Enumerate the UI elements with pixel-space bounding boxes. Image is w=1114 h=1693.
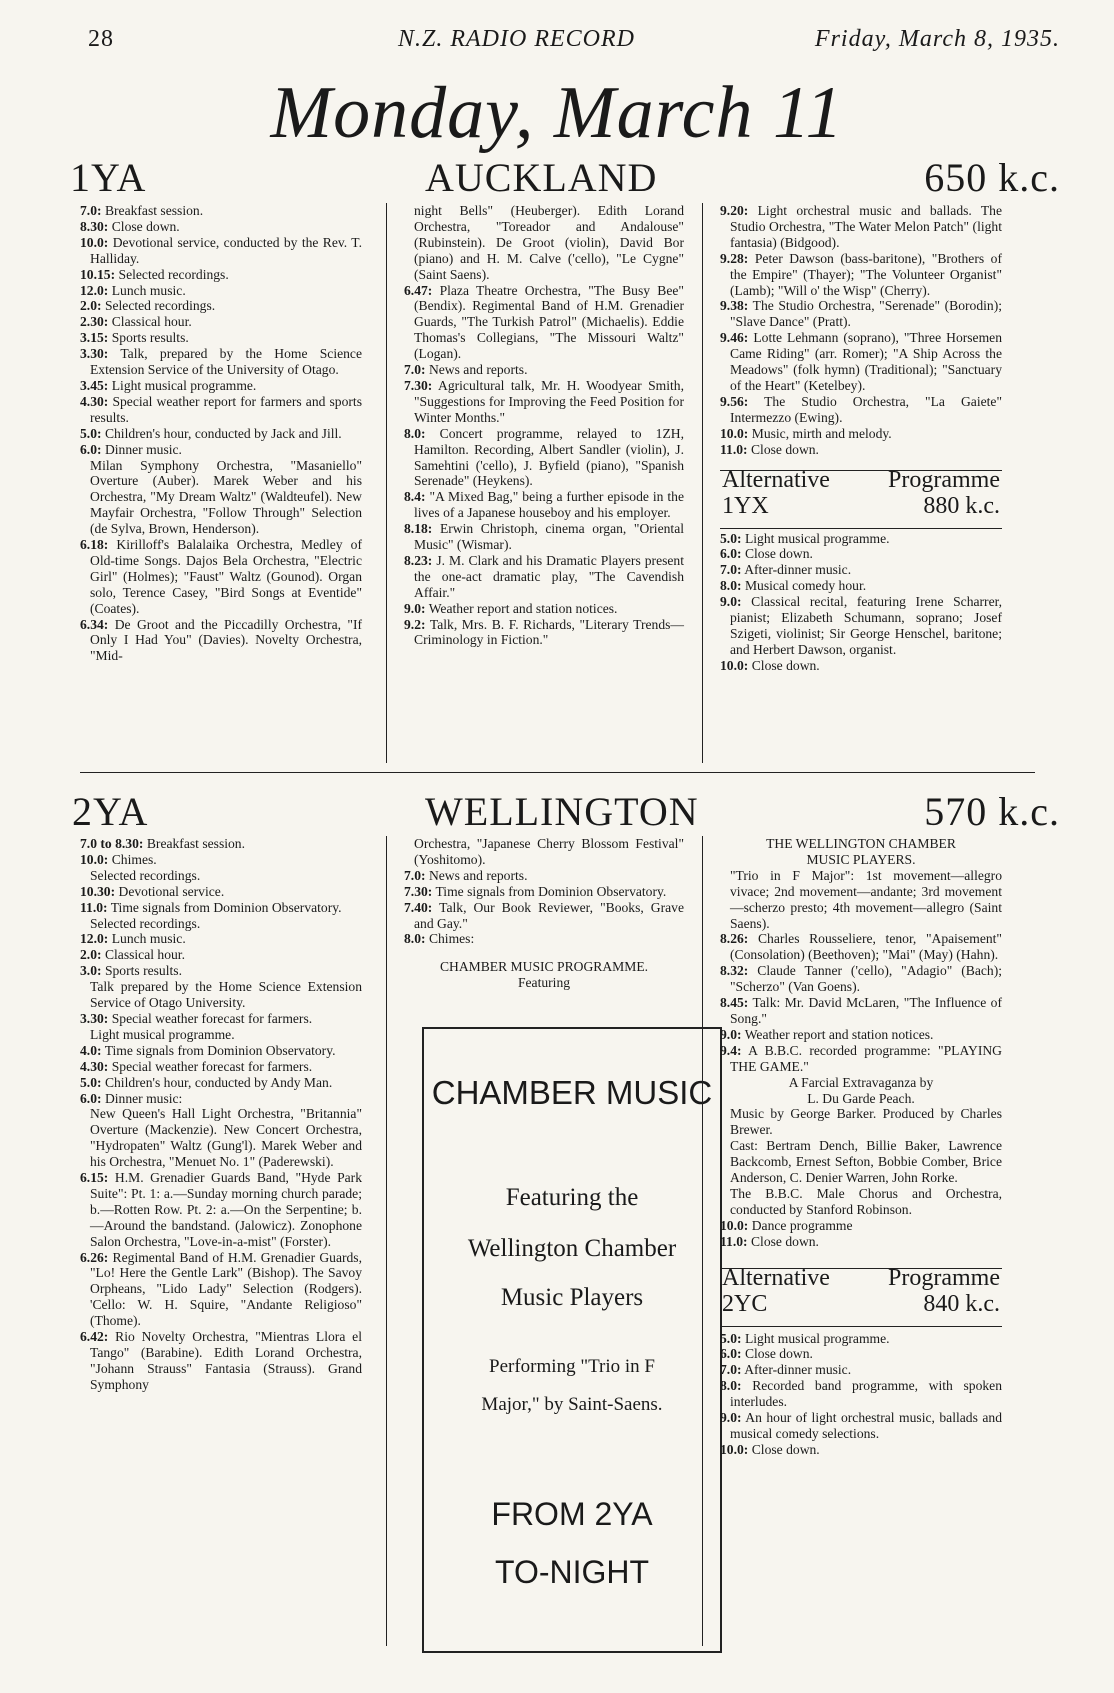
schedule-item — [720, 1218, 1002, 1234]
station-2ya-heading — [70, 790, 1060, 834]
schedule-text: Classical hour. — [111, 314, 192, 330]
ad-wellington-chamber: Wellington Chamber — [467, 1235, 677, 1262]
issue-date: Friday, March 8, 1935. — [814, 26, 1060, 52]
schedule-time: 10.0: — [720, 1441, 749, 1457]
s2-column-2 — [404, 836, 684, 991]
s2-c3-list — [720, 868, 1002, 1075]
schedule-item — [720, 251, 1002, 299]
schedule-time: 12.0: — [80, 282, 109, 298]
schedule-item — [720, 330, 1002, 394]
schedule-time: 6.0: — [720, 546, 742, 562]
schedule-time: 8.26: — [720, 931, 749, 947]
schedule-text: Recorded band programme, with spoken interludes. — [730, 1378, 1003, 1410]
schedule-item — [80, 1250, 362, 1330]
schedule-item — [80, 852, 362, 868]
schedule-text: After-dinner music. — [744, 562, 852, 578]
schedule-text: Peter Dawson (bass-baritone), "Brothers of the Empire" (Thayer); "The Volunteer Organist" (Lamb); "Will o' the Wisp" (Cherry). — [730, 250, 1002, 298]
ad-music-players: Music Players — [500, 1284, 644, 1311]
schedule-text: Classical hour. — [104, 947, 185, 963]
schedule-time: 10.0: — [720, 657, 749, 673]
schedule-item — [720, 298, 1002, 330]
schedule-text: H.M. Grenadier Guards Band, "Hyde Park Suite": Pt. 1: a.—Sunday morning church parade; b.—Rotten Row. Pt. 2: a.—On the Serpentine; b.—Around the bandstand. (Jalowicz). Zonophone Salon Orchestra, "Love-in-a-mist" (Forster). — [90, 1170, 362, 1249]
schedule-text: De Groot and the Piccadilly Orchestra, "If Only I Had You" (Davies). Novelty Orchestra, "Mid- — [90, 616, 362, 664]
schedule-text: Breakfast session. — [146, 836, 246, 851]
station-city: WELLINGTON — [425, 789, 699, 834]
schedule-item — [404, 203, 684, 283]
ad-from-2ya: FROM 2YA — [491, 1496, 653, 1532]
schedule-item — [720, 1138, 1002, 1186]
schedule-time: 3.30: — [80, 1010, 109, 1026]
schedule-time: 7.0: — [404, 362, 426, 378]
schedule-item — [720, 931, 1002, 963]
schedule-item — [80, 314, 362, 330]
schedule-item — [720, 562, 1002, 578]
station-1ya-heading — [70, 156, 1060, 200]
schedule-time: 9.0: — [720, 1026, 742, 1042]
schedule-text: Lotte Lehmann (soprano), "Three Horsemen Came Riding" (arr. Romer); "A Ship Across the Meadows" (folk hymn) (Traditional); "Sanctuary of the Heart" (Ketelbey). — [730, 330, 1002, 393]
music-players-heading: MUSIC PLAYERS. — [806, 851, 916, 867]
schedule-item — [80, 868, 362, 884]
publication-name: N.Z. RADIO RECORD — [398, 26, 635, 52]
schedule-item — [720, 1106, 1002, 1138]
alt-frequency: 840 k.c. — [923, 1290, 1000, 1317]
schedule-item — [720, 546, 1002, 562]
alt-label-2: Programme — [888, 1264, 1000, 1291]
schedule-item — [720, 594, 1002, 658]
schedule-text: Close down. — [750, 1233, 819, 1249]
author-credit: L. Du Garde Peach. — [807, 1090, 915, 1106]
schedule-item — [80, 346, 362, 378]
schedule-text: Close down. — [751, 1441, 820, 1457]
schedule-item — [404, 617, 684, 649]
schedule-text: An hour of light orchestral music, ballads and musical comedy selections. — [730, 1410, 1002, 1441]
alt-underline — [720, 528, 1002, 529]
schedule-text: Light musical programme. — [90, 1026, 235, 1042]
schedule-text: Dinner music. — [104, 441, 182, 457]
schedule-item — [80, 836, 362, 852]
schedule-text: Chimes: — [428, 931, 475, 947]
schedule-text: News and reports. — [428, 362, 528, 378]
schedule-text: Talk: Mr. David McLaren, "The Influence of Song." — [730, 995, 1003, 1026]
schedule-time: 7.30: — [404, 883, 433, 899]
schedule-item — [720, 578, 1002, 594]
schedule-text: Children's hour, conducted by Jack and Jill. — [104, 425, 342, 441]
schedule-text: Time signals from Dominion Observatory. — [110, 899, 342, 915]
schedule-item — [80, 1091, 362, 1107]
schedule-item — [80, 394, 362, 426]
schedule-text: Charles Rousseliere, tenor, "Apaisement" (Consolation) (Beethoven); "Mai" (May) (Hahn). — [730, 931, 1002, 963]
schedule-item — [80, 442, 362, 458]
schedule-item — [80, 979, 362, 1011]
schedule-time: 6.0: — [80, 1090, 102, 1106]
schedule-time: 8.18: — [404, 521, 433, 537]
schedule-text: Orchestra, "Japanese Cherry Blossom Festival" (Yoshitomo). — [414, 836, 684, 867]
chamber-programme-label: CHAMBER MUSIC PROGRAMME. — [439, 959, 649, 975]
schedule-item — [720, 963, 1002, 995]
schedule-time: 3.45: — [80, 377, 109, 393]
schedule-text: Talk prepared by the Home Science Extension Service of Otago University. — [90, 979, 362, 1011]
schedule-item — [720, 203, 1002, 251]
station-city: AUCKLAND — [425, 155, 658, 200]
schedule-text: Talk, Mrs. B. F. Richards, "Literary Trends—Criminology in Fiction." — [414, 616, 684, 648]
schedule-item — [720, 394, 1002, 426]
schedule-text: Claude Tanner ('cello), "Adagio" (Bach); "Scherzo" (Van Goens). — [730, 963, 1002, 995]
schedule-text: Chimes. — [111, 851, 157, 867]
schedule-time: 6.42: — [80, 1329, 109, 1345]
schedule-text: "A Mixed Bag," being a further episode in the lives of a Japanese houseboy and his employer. — [414, 489, 684, 521]
schedule-time: 4.0: — [80, 1042, 102, 1058]
schedule-item — [80, 458, 362, 538]
station-frequency: 650 k.c. — [924, 155, 1060, 200]
page-number: 28 — [88, 26, 114, 52]
featuring-label: Featuring — [517, 975, 571, 991]
schedule-text: The Studio Orchestra, "La Gaiete" Intermezzo (Ewing). — [730, 393, 1002, 425]
schedule-item — [80, 1059, 362, 1075]
schedule-item — [404, 378, 684, 426]
schedule-time: 11.0: — [80, 899, 108, 915]
schedule-time: 9.2: — [404, 616, 426, 632]
schedule-text: Weather report and station notices. — [744, 1026, 934, 1042]
schedule-text: Special weather report for farmers and sports results. — [90, 393, 362, 425]
s1-column-3 — [720, 203, 1002, 674]
schedule-text: Selected recordings. — [118, 266, 229, 282]
column-divider — [386, 836, 387, 1646]
s1-column-2 — [404, 203, 684, 648]
schedule-text: Milan Symphony Orchestra, "Masaniello" Overture (Auber). Marek Weber and his Orchestra, "My Dream Waltz" (Waldteufel). New Mayfair Orchestra, "Follow Through" Selection (de Sylva, Brown, Henderson). — [90, 457, 362, 537]
schedule-time: 4.30: — [80, 393, 109, 409]
schedule-item — [404, 868, 684, 884]
schedule-text: Devotional service, conducted by the Rev. T. Halliday. — [90, 234, 362, 266]
schedule-item — [404, 489, 684, 521]
schedule-item — [404, 601, 684, 617]
schedule-text: Dinner music: — [104, 1090, 183, 1106]
schedule-text: Dance programme — [751, 1217, 853, 1233]
schedule-time: 9.0: — [720, 1410, 742, 1426]
schedule-item — [720, 531, 1002, 547]
schedule-item — [720, 1027, 1002, 1043]
schedule-item — [80, 900, 362, 916]
schedule-text: "Trio in F Major": 1st movement—allegro vivace; 2nd movement—andante; 3rd movement—scherzo presto; 4th movement—allegro (Saint Saens). — [730, 867, 1002, 931]
schedule-item — [720, 1362, 1002, 1378]
schedule-time: 2.0: — [80, 947, 102, 963]
schedule-item — [80, 1043, 362, 1059]
schedule-text: Light orchestral music and ballads. The Studio Orchestra, "The Water Melon Patch" (light fantasia) (Bidgood). — [730, 203, 1002, 250]
schedule-time: 10.0: — [80, 851, 109, 867]
schedule-item — [720, 995, 1002, 1027]
schedule-time: 4.30: — [80, 1058, 109, 1074]
schedule-text: Light musical programme. — [744, 1330, 890, 1346]
schedule-item — [80, 235, 362, 267]
schedule-time: 9.20: — [720, 203, 749, 218]
schedule-item — [404, 836, 684, 868]
schedule-item — [80, 884, 362, 900]
schedule-text: night Bells" (Heuberger). Edith Lorand Orchestra, "Toreador and Andalouse" (Rubinstein). De Groot (violin), David Bor (piano) and H. M. Calve ('cello), "Le Cygne" (Saint Saens). — [414, 203, 684, 282]
schedule-item — [80, 1011, 362, 1027]
schedule-time: 8.32: — [720, 963, 749, 979]
schedule-time: 5.0: — [80, 1074, 102, 1090]
s1-c3-list — [720, 203, 1002, 458]
schedule-item — [720, 426, 1002, 442]
schedule-item — [720, 868, 1002, 932]
schedule-time: 8.30: — [80, 218, 109, 234]
schedule-item — [404, 426, 684, 490]
alt-programme-1yx-heading — [720, 466, 1002, 529]
schedule-text: Time signals from Dominion Observatory. — [435, 883, 667, 899]
schedule-item — [404, 362, 684, 378]
schedule-text: Close down. — [744, 546, 813, 562]
schedule-text: Rio Novelty Orchestra, "Mientras Llora el Tango" (Barabine). Edith Lorand Orchestra, "Johann Strauss" Fantasia (Strauss). Grand Symphony — [90, 1329, 362, 1392]
schedule-time: 9.0: — [404, 600, 426, 616]
schedule-text: Plaza Theatre Orchestra, "The Busy Bee" (Bendix). Regimental Band of H.M. Grenadier Guards, "The Turkish Patrol" (Michaelis). Eddie Thomas's Collegians, "The Missouri Waltz" (Logan). — [414, 282, 684, 362]
schedule-item — [80, 219, 362, 235]
schedule-time: 6.34: — [80, 616, 109, 632]
schedule-text: Cast: Bertram Dench, Billie Baker, Lawrence Backcomb, Ernest Sefton, Bobbie Comber, Brice Anderson, C. Denier Warren, John Rorke. — [730, 1138, 1002, 1186]
station-frequency: 570 k.c. — [924, 789, 1060, 834]
schedule-text: Erwin Christoph, cinema organ, "Oriental Music" (Wismar). — [414, 521, 685, 553]
schedule-text: Close down. — [750, 441, 819, 457]
schedule-time: 7.0: — [404, 867, 426, 883]
alt-label: Alternative — [722, 1264, 830, 1291]
station-call: 2YA — [72, 789, 149, 834]
schedule-time: 8.4: — [404, 489, 426, 505]
schedule-time: 5.0: — [720, 1330, 742, 1346]
schedule-item — [80, 947, 362, 963]
schedule-time: 7.0: — [720, 1362, 742, 1378]
schedule-text: Sports results. — [104, 963, 182, 979]
schedule-time: 7.0: — [80, 203, 102, 218]
schedule-text: Close down. — [744, 1346, 813, 1362]
schedule-item — [720, 1378, 1002, 1410]
alt-underline — [720, 1326, 1002, 1327]
schedule-item — [720, 1186, 1002, 1218]
schedule-text: Concert programme, relayed to 1ZH, Hamilton. Recording, Albert Sandler (violin), J. Samehtini ('cello), J. Byfield (piano), "Spanish Serenade" (Heykens). — [414, 425, 684, 489]
schedule-text: Music by George Barker. Produced by Charles Brewer. — [730, 1106, 1002, 1138]
s1-alt-list — [720, 531, 1002, 674]
schedule-item — [404, 931, 684, 947]
schedule-text: Regimental Band of H.M. Grenadier Guards, "Lo! Here the Gentle Lark" (Bishop). The Savoy Orpheans, "Lido Lady" Selection (Rodgers). 'Cello: W. H. Squire, "Andante Religioso" (Thome). — [90, 1249, 362, 1329]
schedule-time: 10.0: — [720, 1217, 749, 1233]
schedule-text: Music, mirth and melody. — [751, 425, 892, 441]
schedule-item — [404, 521, 684, 553]
schedule-text: New Queen's Hall Light Orchestra, "Britannia" Overture (Mackenzie). New Concert Orchestra, "Hydropaten" Waltz (Gung'l). Marek Weber and his Orchestra, "Menuet No. 1" (Paderewski). — [90, 1106, 362, 1170]
schedule-item — [720, 1410, 1002, 1442]
schedule-time: 8.0: — [404, 931, 426, 947]
schedule-time: 12.0: — [80, 931, 109, 947]
schedule-text: After-dinner music. — [744, 1362, 852, 1378]
schedule-item — [404, 900, 684, 932]
schedule-text: Weather report and station notices. — [428, 600, 618, 616]
s1-column-1 — [80, 203, 362, 664]
farcial-extravaganza: A Farcial Extravaganza by — [788, 1074, 934, 1090]
schedule-item — [720, 1442, 1002, 1458]
schedule-item — [80, 963, 362, 979]
schedule-text: Selected recordings. — [90, 915, 201, 931]
schedule-text: Selected recordings. — [90, 867, 201, 883]
schedule-time: 8.23: — [404, 552, 433, 568]
schedule-time: 10.30: — [80, 883, 116, 899]
column-divider — [702, 203, 703, 763]
schedule-item — [720, 1331, 1002, 1347]
ad-major: Major," by Saint-Saens. — [481, 1394, 663, 1415]
schedule-text: Lunch music. — [111, 931, 186, 947]
schedule-item — [80, 537, 362, 617]
schedule-item — [80, 1075, 362, 1091]
schedule-time: 5.0: — [80, 425, 102, 441]
schedule-item — [80, 267, 362, 283]
alt-frequency: 880 k.c. — [923, 492, 1000, 519]
schedule-time: 2.30: — [80, 314, 109, 330]
schedule-text: Close down. — [751, 657, 820, 673]
schedule-text: Light musical programme. — [111, 377, 257, 393]
schedule-item — [80, 378, 362, 394]
schedule-item — [80, 916, 362, 932]
schedule-item — [80, 426, 362, 442]
page-header — [88, 26, 1060, 56]
s2-alt-list — [720, 1331, 1002, 1458]
section-divider — [80, 772, 1035, 773]
schedule-text: Sports results. — [111, 330, 189, 346]
schedule-text: Musical comedy hour. — [744, 578, 867, 594]
schedule-time: 6.26: — [80, 1249, 109, 1265]
s2-column-1 — [80, 836, 362, 1393]
schedule-text: Devotional service. — [118, 883, 225, 899]
schedule-text: The B.B.C. Male Chorus and Orchestra, conducted by Stanford Robinson. — [730, 1185, 1002, 1217]
column-divider — [702, 836, 703, 1646]
schedule-time: 3.15: — [80, 330, 109, 346]
schedule-time: 7.0: — [720, 562, 742, 578]
schedule-time: 8.0: — [404, 425, 426, 441]
schedule-time: 11.0: — [720, 1233, 748, 1249]
schedule-time: 10.15: — [80, 266, 116, 282]
ad-featuring: Featuring the — [505, 1184, 639, 1211]
chamber-music-advertisement — [422, 1027, 722, 1653]
schedule-item — [80, 283, 362, 299]
schedule-time: 9.4: — [720, 1042, 742, 1058]
schedule-text: Light musical programme. — [744, 530, 890, 546]
schedule-item — [80, 1329, 362, 1393]
schedule-text: Close down. — [111, 218, 180, 234]
schedule-text: Agricultural talk, Mr. H. Woodyear Smith, "Suggestions for Improving the Feed Position for Winter Months." — [414, 377, 684, 425]
alt-call: 2YC — [722, 1290, 768, 1317]
schedule-time: 10.0: — [80, 234, 109, 250]
ad-title: CHAMBER MUSIC — [431, 1074, 713, 1111]
schedule-time: 6.15: — [80, 1170, 109, 1186]
schedule-time: 6.18: — [80, 537, 109, 553]
schedule-item — [720, 442, 1002, 458]
schedule-time: 9.0: — [720, 594, 742, 610]
schedule-item — [720, 658, 1002, 674]
schedule-time: 6.0: — [720, 1346, 742, 1362]
schedule-item — [80, 298, 362, 314]
schedule-text: News and reports. — [428, 867, 528, 883]
schedule-text: Special weather forecast for farmers. — [111, 1010, 313, 1026]
page-title: Monday, March 11 — [270, 72, 844, 154]
schedule-time: 10.0: — [720, 425, 749, 441]
schedule-time: 8.0: — [720, 1378, 742, 1394]
schedule-text: J. M. Clark and his Dramatic Players present the one-act dramatic play, "The Cavendish Affair." — [414, 552, 684, 600]
schedule-time: 9.38: — [720, 298, 749, 314]
schedule-time: 9.56: — [720, 393, 749, 409]
schedule-item — [404, 283, 684, 363]
schedule-time: 8.0: — [720, 578, 742, 594]
schedule-time: 7.0 to 8.30: — [80, 836, 144, 851]
schedule-time: 7.40: — [404, 899, 433, 915]
s2-c3b-list — [720, 1106, 1002, 1249]
schedule-item — [404, 553, 684, 601]
station-call: 1YA — [70, 155, 147, 200]
schedule-time: 9.28: — [720, 250, 749, 266]
alt-call: 1YX — [722, 492, 769, 519]
schedule-item — [404, 884, 684, 900]
schedule-text: Talk, Our Book Reviewer, "Books, Grave and Gay." — [414, 899, 685, 931]
schedule-text: Kirilloff's Balalaika Orchestra, Medley of Old-time Songs. Dajos Bela Orchestra, "Electric Girl" (Holmes); "Faust" Waltz (Gounod). Organ solo, Terence Casey, "Bird Songs at Eventide" (Coates). — [90, 537, 362, 616]
schedule-item — [80, 931, 362, 947]
schedule-time: 6.0: — [80, 441, 102, 457]
schedule-item — [80, 1170, 362, 1250]
s2-column-3 — [720, 836, 1002, 1458]
schedule-time: 2.0: — [80, 298, 102, 314]
schedule-time: 3.30: — [80, 346, 109, 362]
schedule-time: 5.0: — [720, 530, 742, 546]
alt-label: Alternative — [722, 466, 830, 493]
schedule-item — [80, 1027, 362, 1043]
schedule-text: Lunch music. — [111, 282, 186, 298]
column-divider — [386, 203, 387, 763]
schedule-time: 3.0: — [80, 963, 102, 979]
ad-performing: Performing "Trio in F — [489, 1356, 655, 1377]
schedule-text: A B.B.C. recorded programme: "PLAYING THE GAME." — [730, 1042, 1003, 1074]
schedule-text: Breakfast session. — [104, 203, 204, 218]
schedule-item — [80, 203, 362, 219]
schedule-time: 6.47: — [404, 282, 433, 298]
schedule-item — [720, 1346, 1002, 1362]
wellington-chamber-heading: THE WELLINGTON CHAMBER — [766, 836, 956, 851]
schedule-time: 7.30: — [404, 377, 433, 393]
schedule-time: 9.46: — [720, 330, 749, 346]
schedule-time: 8.45: — [720, 995, 749, 1011]
schedule-text: Talk, prepared by the Home Science Extension Service of the University of Otago. — [90, 346, 363, 378]
ad-tonight: TO-NIGHT — [494, 1554, 650, 1590]
schedule-text: Classical recital, featuring Irene Scharrer, pianist; Elizabeth Schumann, soprano; Josef Szigeti, violinist; Sir George Henschel, baritone; and Herbert Dawson, organist. — [730, 594, 1002, 657]
schedule-time: 11.0: — [720, 441, 748, 457]
schedule-item — [80, 617, 362, 665]
alt-programme-2yc-heading — [720, 1264, 1002, 1327]
schedule-item — [720, 1043, 1002, 1075]
schedule-text: Special weather forecast for farmers. — [111, 1058, 313, 1074]
s2-c2-list — [404, 836, 684, 947]
schedule-text: Time signals from Dominion Observatory. — [104, 1042, 336, 1058]
schedule-text: Children's hour, conducted by Andy Man. — [104, 1074, 333, 1090]
schedule-item — [80, 330, 362, 346]
alt-label-2: Programme — [888, 466, 1000, 493]
schedule-text: Selected recordings. — [104, 298, 216, 314]
schedule-text: The Studio Orchestra, "Serenade" (Borodin); "Slave Dance" (Pratt). — [730, 298, 1002, 330]
schedule-item — [720, 1234, 1002, 1250]
schedule-item — [80, 1106, 362, 1170]
